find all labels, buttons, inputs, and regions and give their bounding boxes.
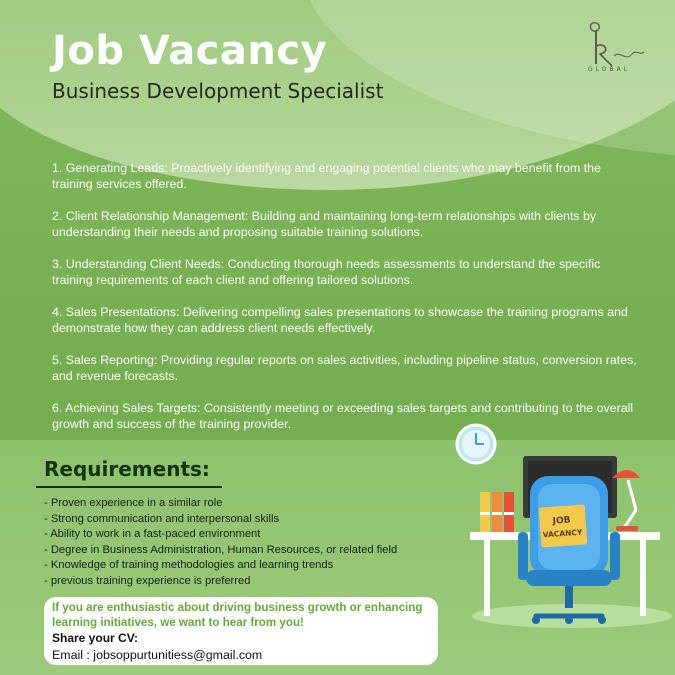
requirements-heading: Requirements: [44,457,210,481]
requirement-item: - Knowledge of training methodologies and learning trends [44,559,334,572]
logo-text: GLOBAL [588,66,631,73]
duty-item: 5. Sales Reporting: Providing regular reports on sales activities, including pipeline status, conversion rates, and revenue forecasts. [52,353,637,383]
page-title: Job Vacancy [52,28,328,74]
duty-item: 2. Client Relationship Management: Building and maintaining long-term relationships with clients by understanding their needs and proposing suitable training solutions. [52,209,597,239]
clock-icon [457,425,495,463]
cta-message: If you are enthusiastic about driving business growth or enhancing learning initiatives, we want to hear from you! [52,601,423,629]
job-title: Business Development Specialist [52,79,384,103]
requirement-item: - Ability to work in a fast-paced environment [44,528,261,541]
sign-text-line2: VACANCY [542,527,583,540]
duty-item: 4. Sales Presentations: Delivering compelling sales presentations to showcase the training programs and demonstrate how they can address client needs effectively. [52,305,628,335]
duty-item: 3. Understanding Client Needs: Conducting thorough needs assessments to understand the specific training requirements of each client and offering tailored solutions. [52,257,601,287]
requirement-item: - Proven experience in a similar role [44,497,223,509]
binders-icon [480,492,514,532]
office-illustration [440,420,675,650]
sign-text-line1: JOB [552,515,571,527]
office-chair-icon [518,476,620,624]
requirement-item: - Degree in Business Administration, Human Resources, or related field [44,543,398,556]
duty-item: 1. Generating Leads: Proactively identifying and engaging potential clients who may benefit from the training services offered. [52,161,601,191]
requirement-item: - previous training experience is preferred [44,574,251,587]
requirements-list [44,496,397,590]
share-cv-label: Share your CV: [52,631,139,645]
contact-email[interactable]: Email : jobsoppurtunitiess@gmail.com [52,648,263,662]
job-vacancy-sign [539,504,588,547]
call-to-action-box [44,597,438,665]
requirement-item: - Strong communication and interpersonal skills [44,512,280,525]
requirements-underline [36,486,222,488]
duties-list [52,160,642,448]
duty-item: 6. Achieving Sales Targets: Consistently meeting or exceeding sales targets and contributing to the overall growth and success of the training provider. [52,401,634,431]
